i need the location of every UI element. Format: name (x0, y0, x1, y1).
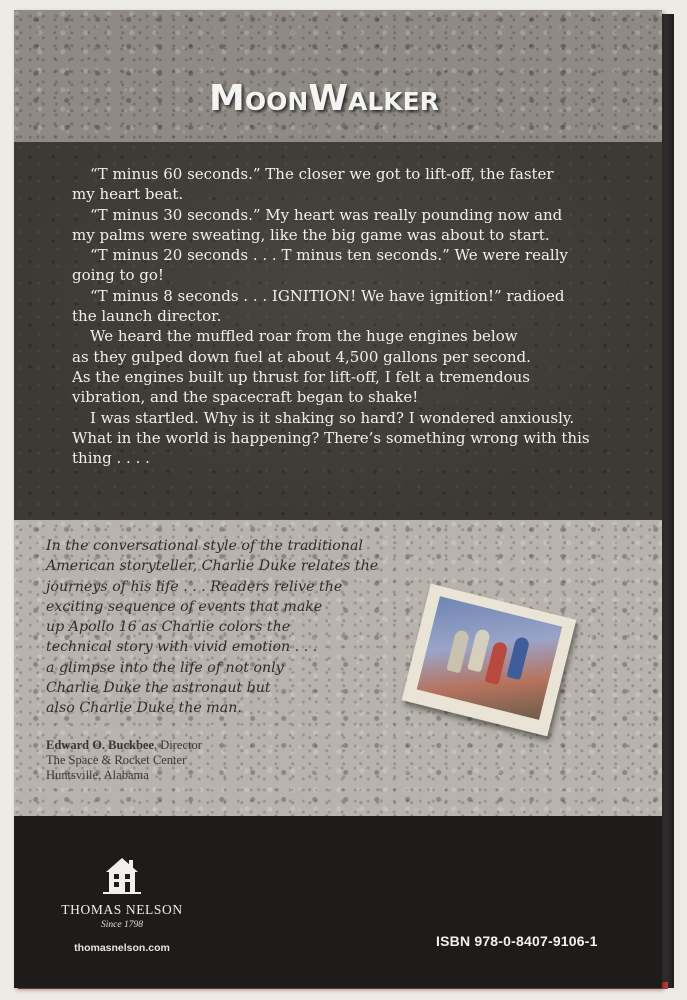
reviewer-organization: The Space & Rocket Center (46, 753, 187, 767)
excerpt-line: going to go! (72, 266, 164, 285)
excerpt-line: the launch director. (72, 307, 222, 326)
review-quote (46, 536, 406, 719)
excerpt-line: “T minus 60 seconds.” The closer we got to lift-off, the faster (90, 165, 554, 183)
excerpt-line: As the engines built up thrust for lift-off, I felt a tremendous (72, 367, 530, 386)
book-spine-edge (662, 14, 674, 988)
quote-line: In the conversational style of the traditional (46, 538, 363, 554)
quote-line: a glimpse into the life of not only (46, 659, 284, 676)
book-back-cover (14, 10, 662, 988)
isbn-number: ISBN 978-0-8407-9106-1 (436, 933, 598, 949)
reviewer-name: Edward O. Buckbee (46, 738, 155, 752)
family-photo-image (417, 596, 562, 720)
excerpt-line: my palms were sweating, like the big game was about to start. (72, 225, 550, 244)
excerpt-line: “T minus 20 seconds . . . T minus ten seconds.” We were really (90, 246, 568, 265)
quote-line: exciting sequence of events that make (46, 598, 323, 615)
publisher-house-logo-icon (100, 852, 144, 896)
excerpt-line: I was startled. Why is it shaking so hard? I wondered anxiously. (90, 408, 575, 427)
publisher-website: thomasnelson.com (74, 942, 170, 954)
book-title: MoonWalker (209, 78, 439, 119)
quote-line: also Charlie Duke the man. (46, 700, 242, 717)
excerpt-line: “T minus 30 seconds.” My heart was really pounding now and (90, 205, 563, 224)
excerpt-line: my heart beat. (72, 185, 184, 204)
publisher-name: THOMAS NELSON (61, 902, 183, 917)
review-attribution (46, 738, 366, 783)
reviewer-location: Huntsville, Alabama (46, 768, 149, 782)
quote-line: American storyteller, Charlie Duke relates the (46, 558, 379, 575)
book-excerpt (72, 164, 612, 468)
excerpt-line: vibration, and the spacecraft began to shake! (72, 388, 419, 407)
publisher-since: Since 1798 (101, 920, 143, 930)
excerpt-line: “T minus 8 seconds . . . IGNITION! We have ignition!” radioed (90, 286, 565, 305)
excerpt-line: thing . . . . (72, 449, 150, 468)
quote-line: up Apollo 16 as Charlie colors the (46, 619, 291, 636)
moon-surface-top (14, 10, 662, 142)
quote-line: Charlie Duke the astronaut but (46, 680, 271, 697)
quote-line: technical story with vivid emotion . . . (46, 639, 318, 656)
excerpt-line: What in the world is happening? There’s something wrong with this (72, 428, 590, 447)
quote-line: journeys of his life . . . Readers relive the (46, 578, 343, 595)
excerpt-line: as they gulped down fuel at about 4,500 gallons per second. (72, 347, 531, 366)
reviewer-role: , Director (154, 738, 202, 752)
excerpt-line: We heard the muffled roar from the huge engines below (90, 327, 518, 346)
